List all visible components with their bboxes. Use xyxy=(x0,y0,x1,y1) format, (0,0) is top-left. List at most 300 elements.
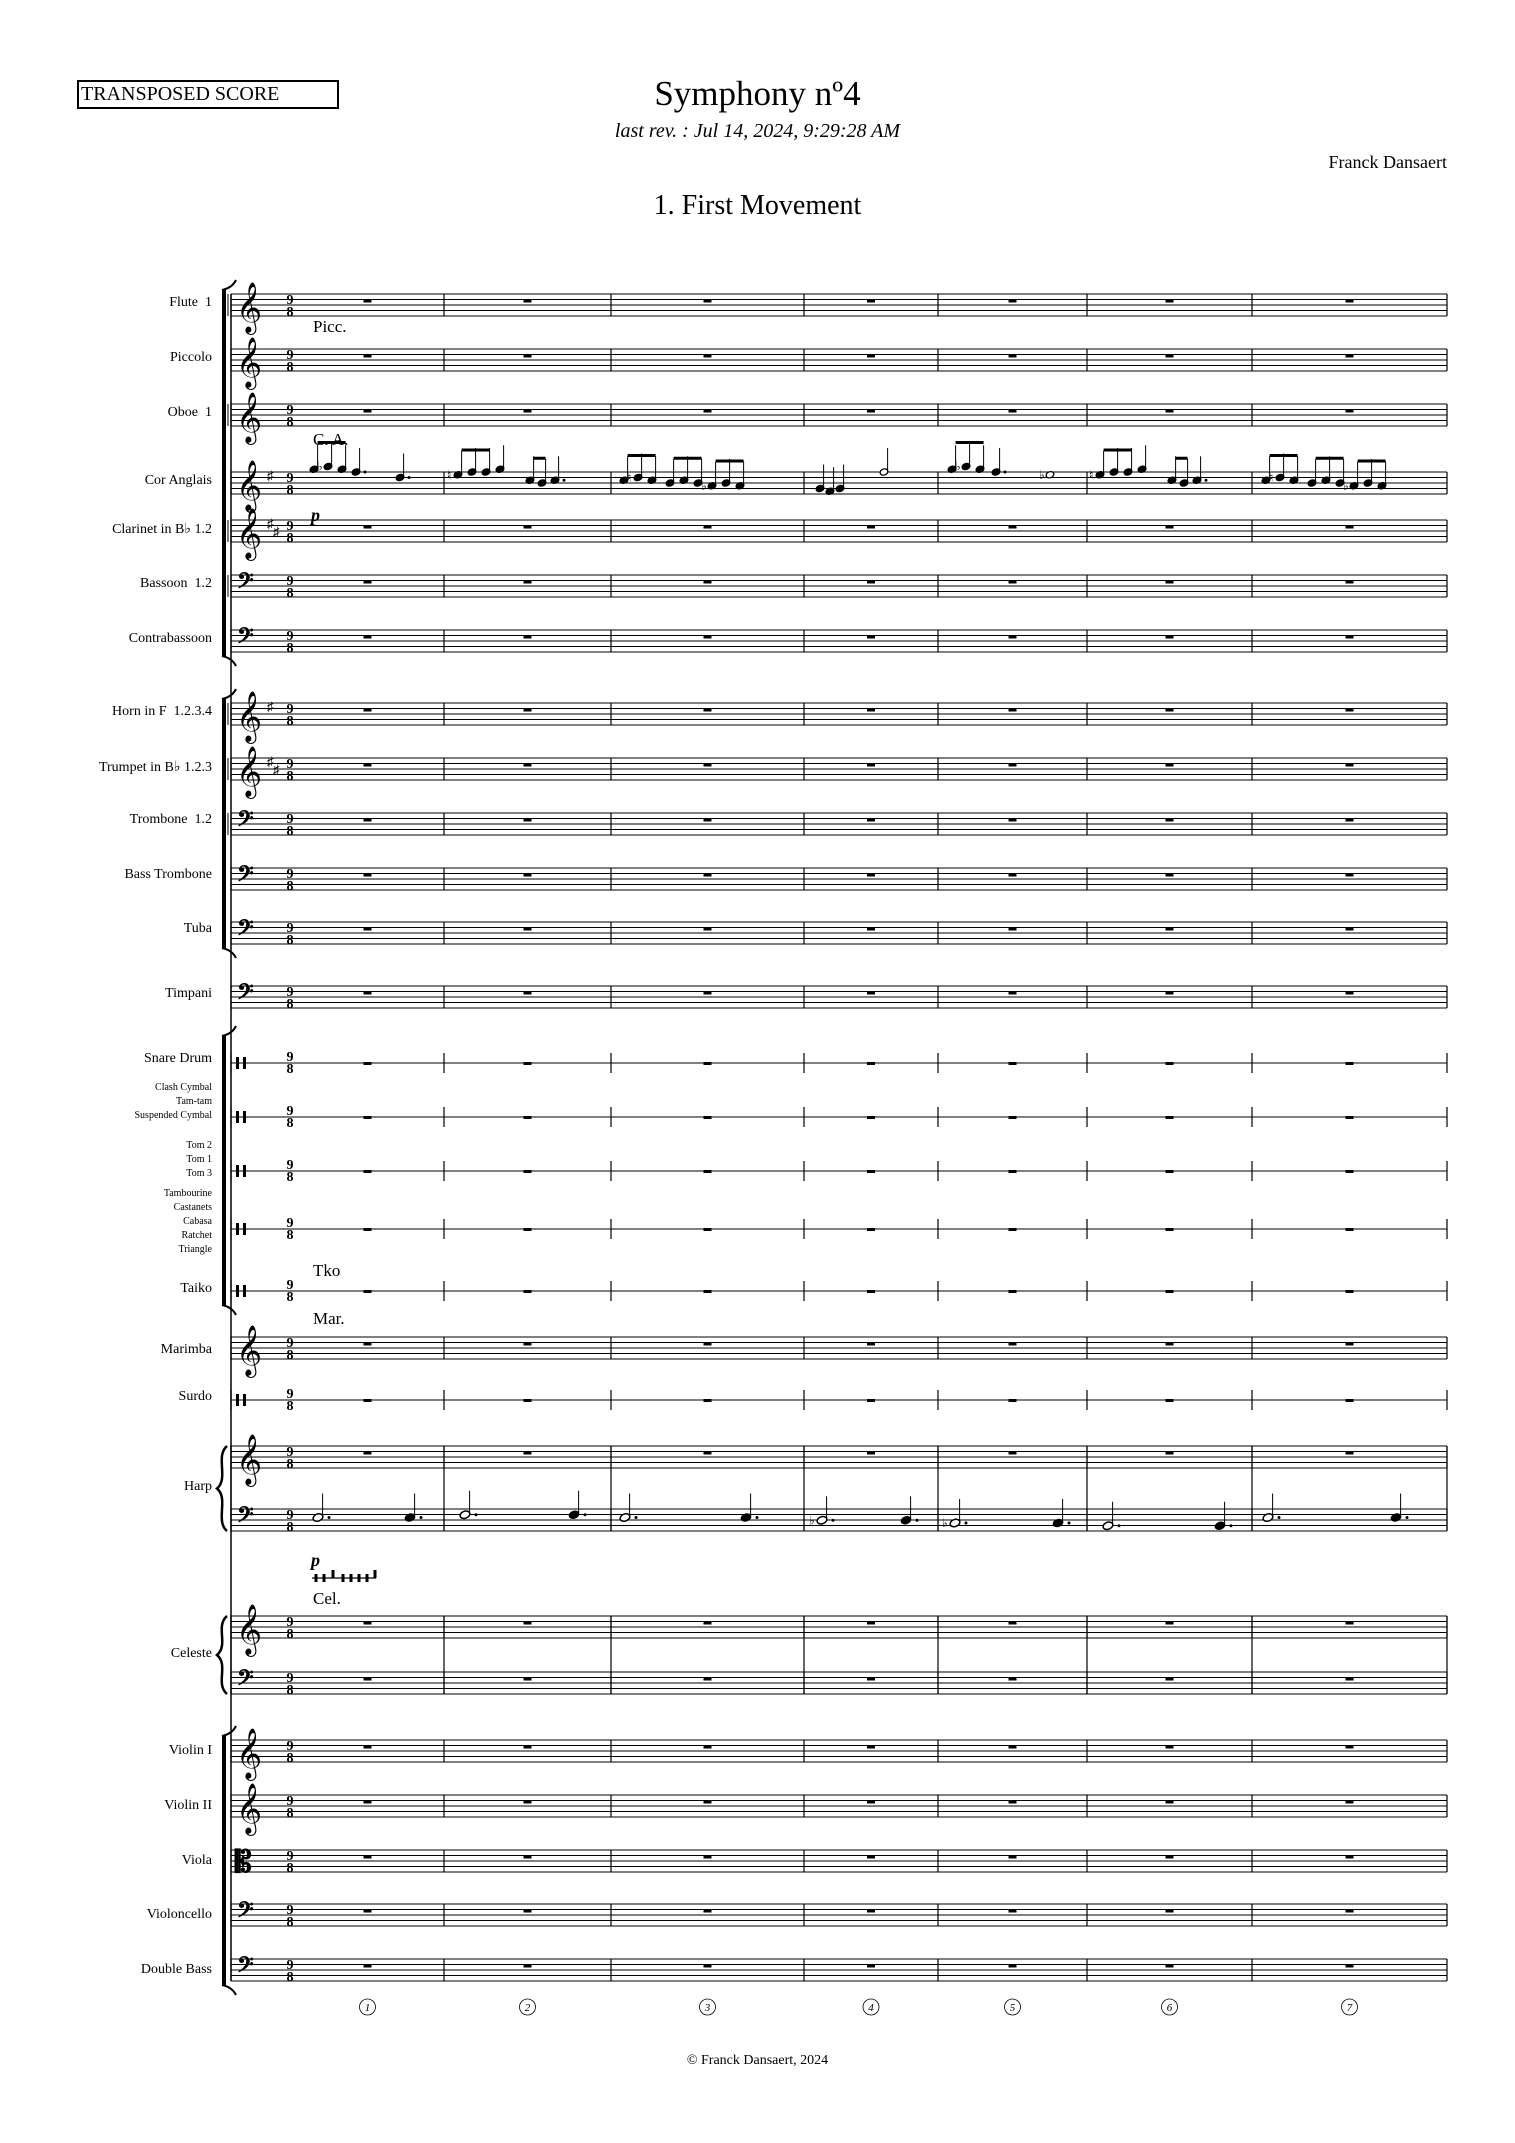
measure-rest xyxy=(1166,1910,1174,1913)
measure-rest xyxy=(524,1965,532,1968)
group-bracket xyxy=(222,699,226,948)
treble-clef: 𝄞 xyxy=(236,461,263,510)
group-bracket xyxy=(222,290,226,656)
measure-rest xyxy=(704,581,712,584)
measure-rest xyxy=(867,410,875,413)
bracket-hook xyxy=(222,948,236,958)
time-signature-bottom: 8 xyxy=(286,714,294,729)
bass-clef: 𝄢 xyxy=(237,916,254,945)
time-signature-top: 9 xyxy=(286,1903,294,1918)
time-signature-top: 9 xyxy=(286,1794,294,1809)
measure-rest xyxy=(867,709,875,712)
measure-rest xyxy=(1346,1290,1354,1293)
accidental: ♭ xyxy=(701,478,707,493)
measure-rest xyxy=(524,819,532,822)
measure-rest xyxy=(524,1856,532,1859)
time-signature-top: 9 xyxy=(286,1739,294,1754)
percussion-clef xyxy=(236,1057,239,1069)
augmentation-dot xyxy=(832,1519,835,1522)
instrument-label-aux-perc: Tambourine Castanets Cabasa Ratchet Triangle xyxy=(163,1188,212,1255)
time-signature-top: 9 xyxy=(286,1849,294,1864)
measure-rest xyxy=(1346,410,1354,413)
accidental: ♭ xyxy=(809,1513,815,1528)
measure-rest xyxy=(704,709,712,712)
measure-rest xyxy=(867,1170,875,1173)
measure-number: 5 xyxy=(1009,2002,1016,2014)
harp-pedal xyxy=(374,1570,377,1578)
measure-rest xyxy=(1166,1116,1174,1119)
measure-rest xyxy=(1166,1399,1174,1402)
annotation-picc: Picc. xyxy=(313,317,347,336)
measure-rest xyxy=(1346,1452,1354,1455)
percussion-clef xyxy=(236,1165,239,1177)
time-signature-top: 9 xyxy=(286,757,294,772)
treble-clef: 𝄞 xyxy=(236,692,263,741)
measure-rest xyxy=(1346,1910,1354,1913)
group-bracket xyxy=(222,1036,226,1305)
measure-rest xyxy=(524,300,532,303)
percussion-clef xyxy=(236,1111,239,1123)
measure-rest xyxy=(1166,928,1174,931)
harp-pedal xyxy=(342,1574,345,1582)
time-signature-top: 9 xyxy=(286,519,294,534)
measure-rest xyxy=(524,1062,532,1065)
augmentation-dot xyxy=(328,1516,331,1519)
measure-rest xyxy=(1346,1116,1354,1119)
augmentation-dot xyxy=(420,1516,423,1519)
measure-rest xyxy=(1009,300,1017,303)
accidental: ♮ xyxy=(627,470,632,485)
measure-rest xyxy=(1009,1965,1017,1968)
measure-rest xyxy=(524,874,532,877)
time-signature-top: 9 xyxy=(286,921,294,936)
annotation-taiko: Tko xyxy=(313,1261,341,1280)
time-signature-bottom: 8 xyxy=(286,1062,294,1077)
measure-number: 6 xyxy=(1166,2002,1173,2014)
time-signature-bottom: 8 xyxy=(286,824,294,839)
measure-rest xyxy=(704,1678,712,1681)
measure-rest xyxy=(364,410,372,413)
time-signature-top: 9 xyxy=(286,867,294,882)
measure-rest xyxy=(867,1062,875,1065)
measure-rest xyxy=(524,1399,532,1402)
measure-rest xyxy=(364,1399,372,1402)
measure-rest xyxy=(867,1965,875,1968)
measure-rest xyxy=(704,1116,712,1119)
measure-rest xyxy=(704,874,712,877)
measure-rest xyxy=(524,1343,532,1346)
measure-rest xyxy=(867,526,875,529)
measure-rest xyxy=(1009,1170,1017,1173)
measure-rest xyxy=(364,636,372,639)
bracket-hook xyxy=(222,1305,236,1315)
measure-rest xyxy=(867,992,875,995)
measure-rest xyxy=(1346,819,1354,822)
measure-rest xyxy=(1166,1170,1174,1173)
measure-rest xyxy=(364,1452,372,1455)
annotation-marimba: Mar. xyxy=(313,1309,345,1328)
time-signature-bottom: 8 xyxy=(286,586,294,601)
augmentation-dot xyxy=(1068,1522,1071,1525)
measure-rest xyxy=(867,1856,875,1859)
instrument-label-surdo: Surdo xyxy=(178,1389,212,1404)
harp-pedal xyxy=(366,1574,369,1582)
measure-rest xyxy=(524,992,532,995)
measure-rest xyxy=(1346,764,1354,767)
measure-rest xyxy=(524,1228,532,1231)
measure-rest xyxy=(1009,1746,1017,1749)
key-signature-sharp: ♯ xyxy=(273,762,280,777)
key-signature-sharp: ♯ xyxy=(267,754,274,769)
augmentation-dot xyxy=(1205,479,1208,482)
measure-rest xyxy=(364,1910,372,1913)
treble-clef: 𝄞 xyxy=(236,509,263,558)
annotation-cor-anglais: C. A. xyxy=(313,430,349,449)
bass-clef: 𝄢 xyxy=(237,807,254,836)
measure-rest xyxy=(364,1116,372,1119)
measure-rest xyxy=(704,1228,712,1231)
measure-number: 7 xyxy=(1346,2002,1353,2014)
measure-rest xyxy=(1166,1228,1174,1231)
measure-rest xyxy=(1166,410,1174,413)
percussion-clef xyxy=(243,1057,246,1069)
instrument-label-timpani: Timpani xyxy=(165,986,212,1001)
measure-rest xyxy=(867,1228,875,1231)
measure-rest xyxy=(364,1801,372,1804)
time-signature-top: 9 xyxy=(286,1958,294,1973)
measure-rest xyxy=(704,1062,712,1065)
time-signature-top: 9 xyxy=(286,1671,294,1686)
measure-rest xyxy=(1166,1290,1174,1293)
accidental: ♭ xyxy=(955,459,961,474)
harp-pedal xyxy=(350,1574,353,1582)
time-signature-bottom: 8 xyxy=(286,1520,294,1535)
bass-clef: 𝄢 xyxy=(237,1953,254,1982)
treble-clef: 𝄞 xyxy=(236,1729,263,1778)
measure-rest xyxy=(524,526,532,529)
measure-rest xyxy=(524,709,532,712)
time-signature-bottom: 8 xyxy=(286,1751,294,1766)
measure-rest xyxy=(1009,410,1017,413)
measure-rest xyxy=(1166,526,1174,529)
instrument-label-marimba: Marimba xyxy=(160,1342,212,1357)
measure-rest xyxy=(1166,764,1174,767)
harp-pedal xyxy=(315,1574,318,1582)
measure-rest xyxy=(1009,819,1017,822)
measure-rest xyxy=(867,1910,875,1913)
measure-rest xyxy=(1346,581,1354,584)
measure-rest xyxy=(1166,1452,1174,1455)
time-signature-bottom: 8 xyxy=(286,1806,294,1821)
measure-rest xyxy=(1166,1746,1174,1749)
measure-rest xyxy=(1009,1228,1017,1231)
measure-rest xyxy=(1166,636,1174,639)
measure-rest xyxy=(364,709,372,712)
measure-rest xyxy=(867,636,875,639)
bracket-hook xyxy=(222,656,236,666)
time-signature-top: 9 xyxy=(286,1445,294,1460)
measure-number: 3 xyxy=(704,2002,711,2014)
treble-clef: 𝄞 xyxy=(236,1605,263,1654)
measure-rest xyxy=(1009,874,1017,877)
composer-name: Franck Dansaert xyxy=(1328,152,1447,172)
measure-rest xyxy=(1166,581,1174,584)
measure-rest xyxy=(704,1622,712,1625)
measure-rest xyxy=(867,1399,875,1402)
measure-rest xyxy=(1166,1801,1174,1804)
time-signature-bottom: 8 xyxy=(286,879,294,894)
measure-number: 4 xyxy=(868,2002,874,2014)
measure-number: 2 xyxy=(524,2002,531,2014)
measure-rest xyxy=(704,1801,712,1804)
measure-rest xyxy=(524,1910,532,1913)
measure-rest xyxy=(1346,1678,1354,1681)
measure-rest xyxy=(704,526,712,529)
key-signature-sharp: ♯ xyxy=(267,699,274,714)
measure-rest xyxy=(1009,1452,1017,1455)
measure-rest xyxy=(1346,1622,1354,1625)
instrument-label-harp: Harp xyxy=(184,1479,212,1494)
augmentation-dot xyxy=(584,1513,587,1516)
measure-rest xyxy=(364,819,372,822)
time-signature-bottom: 8 xyxy=(286,933,294,948)
measure-rest xyxy=(867,874,875,877)
measure-rest xyxy=(1346,992,1354,995)
measure-rest xyxy=(524,1170,532,1173)
treble-clef: 𝄞 xyxy=(236,393,263,442)
measure-rest xyxy=(1009,1801,1017,1804)
percussion-clef xyxy=(243,1285,246,1297)
instrument-label-violin1: Violin I xyxy=(168,1743,212,1758)
time-signature-top: 9 xyxy=(286,1336,294,1351)
measure-rest xyxy=(524,636,532,639)
time-signature-top: 9 xyxy=(286,985,294,1000)
group-bracket xyxy=(222,1736,226,1985)
measure-rest xyxy=(1009,1910,1017,1913)
measure-rest xyxy=(704,1290,712,1293)
time-signature-top: 9 xyxy=(286,293,294,308)
measure-rest xyxy=(1346,1228,1354,1231)
measure-rest xyxy=(704,300,712,303)
measure-rest xyxy=(1009,1116,1017,1119)
measure-rest xyxy=(524,928,532,931)
measure-rest xyxy=(1166,355,1174,358)
measure-rest xyxy=(1009,764,1017,767)
measure-rest xyxy=(704,1856,712,1859)
measure-rest xyxy=(364,1290,372,1293)
measure-rest xyxy=(1009,1856,1017,1859)
augmentation-dot xyxy=(1278,1516,1281,1519)
instrument-label-clarinet: Clarinet in B♭ 1.2 xyxy=(112,522,212,537)
measure-rest xyxy=(1166,1678,1174,1681)
bass-clef: 𝄢 xyxy=(237,1666,254,1695)
measure-rest xyxy=(1009,1622,1017,1625)
measure-rest xyxy=(364,1343,372,1346)
measure-rest xyxy=(524,410,532,413)
instrument-label-trombone: Trombone 1.2 xyxy=(129,812,212,827)
measure-rest xyxy=(1346,355,1354,358)
instrument-label-tuba: Tuba xyxy=(183,921,212,936)
dynamic-marking: p xyxy=(311,1550,320,1570)
measure-rest xyxy=(704,1170,712,1173)
time-signature-bottom: 8 xyxy=(286,769,294,784)
key-signature-sharp: ♯ xyxy=(267,516,274,531)
measure-rest xyxy=(1346,709,1354,712)
time-signature-top: 9 xyxy=(286,1104,294,1119)
measure-rest xyxy=(1166,1343,1174,1346)
bass-clef: 𝄢 xyxy=(237,569,254,598)
copyright-notice: © Franck Dansaert, 2024 xyxy=(686,2053,829,2068)
measure-rest xyxy=(364,1678,372,1681)
percussion-clef xyxy=(243,1165,246,1177)
measure-number: 1 xyxy=(364,2002,371,2014)
instrument-label-contrabassoon: Contrabassoon xyxy=(128,631,212,646)
movement-title: 1. First Movement xyxy=(653,190,862,221)
time-signature-top: 9 xyxy=(286,1615,294,1630)
time-signature-bottom: 8 xyxy=(286,415,294,430)
time-signature-top: 9 xyxy=(286,1216,294,1231)
percussion-clef xyxy=(236,1285,239,1297)
instrument-label-snare: Snare Drum xyxy=(143,1051,212,1066)
measure-rest xyxy=(704,1746,712,1749)
measure-rest xyxy=(1009,636,1017,639)
dynamic-marking: p xyxy=(311,505,320,525)
measure-rest xyxy=(1009,1062,1017,1065)
bracket-hook xyxy=(222,280,236,290)
measure-rest xyxy=(524,1622,532,1625)
time-signature-top: 9 xyxy=(286,471,294,486)
instrument-label-viola: Viola xyxy=(181,1853,212,1868)
time-signature-bottom: 8 xyxy=(286,360,294,375)
measure-rest xyxy=(524,1746,532,1749)
time-signature-top: 9 xyxy=(286,1278,294,1293)
measure-rest xyxy=(524,1290,532,1293)
measure-rest xyxy=(1166,1965,1174,1968)
measure-rest xyxy=(704,355,712,358)
measure-rest xyxy=(524,1801,532,1804)
bracket-hook xyxy=(222,1726,236,1736)
time-signature-top: 9 xyxy=(286,574,294,589)
measure-rest xyxy=(1346,1965,1354,1968)
augmentation-dot xyxy=(965,1522,968,1525)
bracket-hook xyxy=(222,1985,236,1995)
time-signature-bottom: 8 xyxy=(286,1915,294,1930)
instrument-label-cymbals: Clash Cymbal Tam-tam Suspended Cymbal xyxy=(134,1082,212,1121)
measure-rest xyxy=(1166,300,1174,303)
measure-rest xyxy=(867,819,875,822)
augmentation-dot xyxy=(635,1516,638,1519)
time-signature-bottom: 8 xyxy=(286,1116,294,1131)
measure-rest xyxy=(704,1343,712,1346)
measure-rest xyxy=(1009,526,1017,529)
measure-rest xyxy=(364,1622,372,1625)
treble-clef: 𝄞 xyxy=(236,1326,263,1375)
measure-rest xyxy=(704,636,712,639)
measure-rest xyxy=(867,1343,875,1346)
time-signature-top: 9 xyxy=(286,629,294,644)
key-signature-sharp: ♯ xyxy=(267,468,274,483)
measure-rest xyxy=(1009,1399,1017,1402)
time-signature-bottom: 8 xyxy=(286,1861,294,1876)
accidental: ♮ xyxy=(1089,467,1094,482)
treble-clef: 𝄞 xyxy=(236,283,263,332)
time-signature-bottom: 8 xyxy=(286,1457,294,1472)
measure-rest xyxy=(364,526,372,529)
accidental: ♮ xyxy=(447,467,452,482)
measure-rest xyxy=(1346,300,1354,303)
instrument-label-celeste: Celeste xyxy=(170,1646,212,1661)
measure-rest xyxy=(524,1678,532,1681)
measure-rest xyxy=(704,410,712,413)
measure-rest xyxy=(364,300,372,303)
instrument-label-violin2: Violin II xyxy=(164,1798,212,1813)
percussion-clef xyxy=(243,1111,246,1123)
bass-clef: 𝄢 xyxy=(237,980,254,1009)
instrument-label-piccolo: Piccolo xyxy=(170,350,212,365)
alto-clef: 𝄡 xyxy=(235,1846,252,1879)
measure-rest xyxy=(867,764,875,767)
time-signature-top: 9 xyxy=(286,1508,294,1523)
measure-rest xyxy=(364,355,372,358)
measure-rest xyxy=(364,1228,372,1231)
time-signature-bottom: 8 xyxy=(286,1348,294,1363)
augmentation-dot xyxy=(563,479,566,482)
augmentation-dot xyxy=(916,1519,919,1522)
percussion-clef xyxy=(236,1223,239,1235)
bass-clef: 𝄢 xyxy=(237,1898,254,1927)
measure-rest xyxy=(524,581,532,584)
augmentation-dot xyxy=(408,476,411,479)
measure-rest xyxy=(1346,526,1354,529)
bass-clef: 𝄢 xyxy=(237,862,254,891)
time-signature-bottom: 8 xyxy=(286,1170,294,1185)
time-signature-top: 9 xyxy=(286,1387,294,1402)
treble-clef: 𝄞 xyxy=(236,1784,263,1833)
augmentation-dot xyxy=(364,471,367,474)
measure-rest xyxy=(1346,1801,1354,1804)
bass-clef: 𝄢 xyxy=(237,624,254,653)
measure-rest xyxy=(1346,1170,1354,1173)
bracket-hook xyxy=(222,1026,236,1036)
measure-rest xyxy=(1346,874,1354,877)
measure-rest xyxy=(867,1746,875,1749)
harp-pedal xyxy=(323,1574,326,1582)
measure-rest xyxy=(1346,1062,1354,1065)
instrument-label-flute: Flute 1 xyxy=(169,295,212,310)
measure-rest xyxy=(364,1856,372,1859)
instrument-label-taiko: Taiko xyxy=(180,1281,212,1296)
harp-pedal xyxy=(358,1574,361,1582)
time-signature-top: 9 xyxy=(286,403,294,418)
measure-rest xyxy=(867,928,875,931)
measure-rest xyxy=(1166,709,1174,712)
measure-rest xyxy=(1009,928,1017,931)
time-signature-bottom: 8 xyxy=(286,1627,294,1642)
measure-rest xyxy=(364,992,372,995)
augmentation-dot xyxy=(1230,1524,1233,1527)
instrument-label-toms: Tom 2 Tom 1 Tom 3 xyxy=(186,1140,212,1179)
measure-rest xyxy=(704,819,712,822)
transposed-score-box: TRANSPOSED SCORE xyxy=(77,80,339,109)
measure-rest xyxy=(1346,928,1354,931)
time-signature-bottom: 8 xyxy=(286,1683,294,1698)
measure-rest xyxy=(364,764,372,767)
instrument-label-oboe: Oboe 1 xyxy=(167,405,212,420)
instrument-label-cello: Violoncello xyxy=(146,1907,212,1922)
accidental: ♭ xyxy=(1343,478,1349,493)
measure-rest xyxy=(867,1116,875,1119)
instrument-label-horn: Horn in F 1.2.3.4 xyxy=(112,704,212,719)
